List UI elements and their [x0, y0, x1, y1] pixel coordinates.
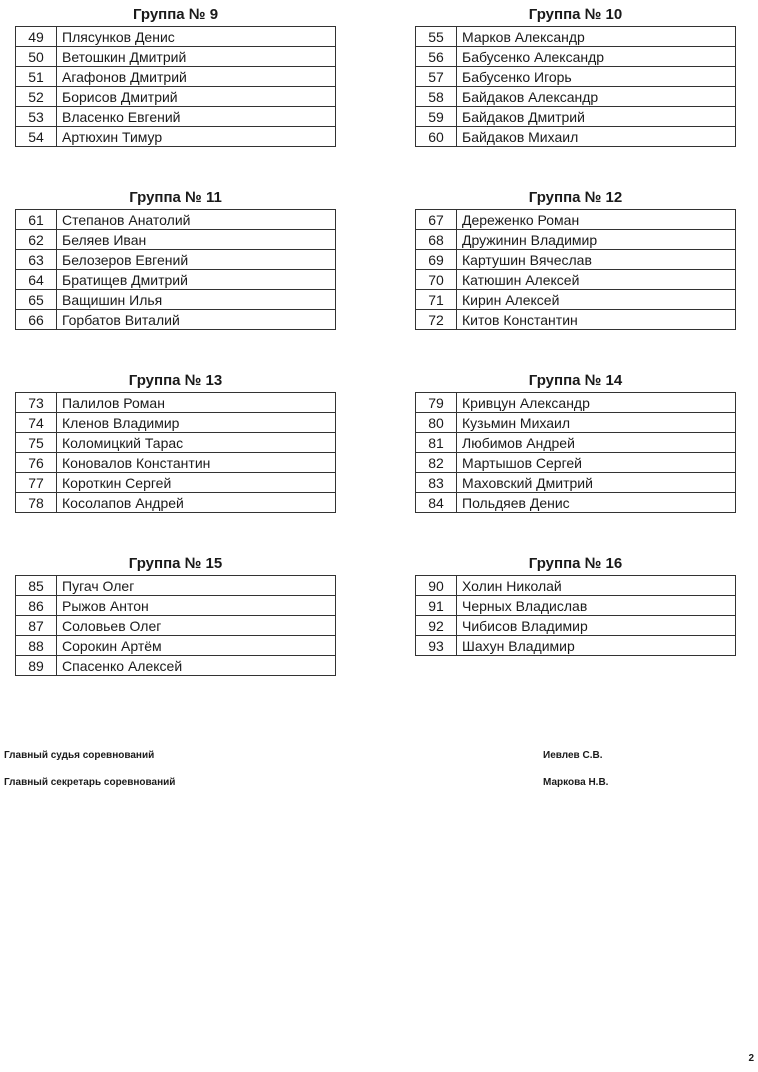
group-title: Группа № 14 [528, 372, 623, 389]
participant-name: Братищев Дмитрий [57, 270, 336, 290]
row-number: 54 [16, 127, 57, 147]
row-number: 69 [416, 250, 457, 270]
row-number: 58 [416, 87, 457, 107]
table-row [16, 87, 336, 107]
participant-name: Ващишин Илья [57, 290, 336, 310]
table-row [416, 27, 736, 47]
participant-name: Кузьмин Михаил [457, 413, 736, 433]
table-row [416, 230, 736, 250]
participant-name: Соловьев Олег [57, 616, 336, 636]
row-number: 61 [16, 210, 57, 230]
row-number: 59 [416, 107, 457, 127]
row-number: 57 [416, 67, 457, 87]
participant-name: Власенко Евгений [57, 107, 336, 127]
table-row [416, 636, 736, 656]
group-title: Группа № 11 [129, 189, 222, 206]
row-number: 55 [416, 27, 457, 47]
group-table [15, 26, 336, 147]
participant-name: Китов Константин [457, 310, 736, 330]
table-row [416, 127, 736, 147]
group-12 [415, 187, 736, 330]
table-row [416, 473, 736, 493]
participant-name: Пугач Олег [57, 576, 336, 596]
participant-name: Дружинин Владимир [457, 230, 736, 250]
table-row [16, 473, 336, 493]
secretary-name: Маркова Н.В. [543, 777, 609, 788]
table-row [16, 27, 336, 47]
group-table [415, 392, 736, 513]
row-number: 85 [16, 576, 57, 596]
group-title: Группа № 12 [528, 189, 623, 206]
participant-name: Любимов Андрей [457, 433, 736, 453]
group-table [15, 575, 336, 676]
participant-name: Чибисов Владимир [457, 616, 736, 636]
participant-name: Бабусенко Александр [457, 47, 736, 67]
row-number: 84 [416, 493, 457, 513]
row-number: 51 [16, 67, 57, 87]
table-row [16, 210, 336, 230]
table-row [16, 413, 336, 433]
participant-name: Байдаков Дмитрий [457, 107, 736, 127]
group-title: Группа № 16 [528, 555, 623, 572]
group-title: Группа № 10 [528, 6, 623, 23]
row-number: 93 [416, 636, 457, 656]
group-9 [15, 4, 336, 147]
row-number: 62 [16, 230, 57, 250]
group-title: Группа № 13 [128, 372, 223, 389]
table-row [16, 636, 336, 656]
table-row [416, 596, 736, 616]
group-table [415, 575, 736, 656]
row-number: 89 [16, 656, 57, 676]
table-row [16, 656, 336, 676]
table-row [16, 576, 336, 596]
group-table [15, 392, 336, 513]
participant-name: Степанов Анатолий [57, 210, 336, 230]
table-row [416, 250, 736, 270]
table-row [416, 210, 736, 230]
participant-name: Кленов Владимир [57, 413, 336, 433]
group-16 [415, 553, 736, 656]
table-row [416, 87, 736, 107]
row-number: 63 [16, 250, 57, 270]
secretary-label: Главный секретарь соревнований [4, 777, 176, 788]
participant-name: Рыжов Антон [57, 596, 336, 616]
participant-name: Польдяев Денис [457, 493, 736, 513]
group-title: Группа № 15 [128, 555, 223, 572]
table-row [16, 230, 336, 250]
participant-name: Бабусенко Игорь [457, 67, 736, 87]
row-number: 77 [16, 473, 57, 493]
judge-name: Иевлев С.В. [543, 750, 603, 761]
table-row [16, 393, 336, 413]
row-number: 88 [16, 636, 57, 656]
table-row [16, 127, 336, 147]
participant-name: Черных Владислав [457, 596, 736, 616]
participant-name: Плясунков Денис [57, 27, 336, 47]
participant-name: Ветошкин Дмитрий [57, 47, 336, 67]
participant-name: Спасенко Алексей [57, 656, 336, 676]
group-11 [15, 187, 336, 330]
table-row [16, 107, 336, 127]
table-row [416, 493, 736, 513]
group-title: Группа № 9 [132, 6, 219, 23]
row-number: 49 [16, 27, 57, 47]
row-number: 60 [416, 127, 457, 147]
table-row [416, 576, 736, 596]
table-row [416, 453, 736, 473]
participant-name: Белозеров Евгений [57, 250, 336, 270]
row-number: 81 [416, 433, 457, 453]
table-row [16, 433, 336, 453]
participant-name: Беляев Иван [57, 230, 336, 250]
row-number: 71 [416, 290, 457, 310]
group-15 [15, 553, 336, 676]
row-number: 76 [16, 453, 57, 473]
group-table [15, 209, 336, 330]
participant-name: Борисов Дмитрий [57, 87, 336, 107]
participant-name: Маховский Дмитрий [457, 473, 736, 493]
table-row [16, 250, 336, 270]
table-row [416, 67, 736, 87]
participant-name: Артюхин Тимур [57, 127, 336, 147]
row-number: 64 [16, 270, 57, 290]
table-row [16, 67, 336, 87]
participant-name: Дереженко Роман [457, 210, 736, 230]
row-number: 68 [416, 230, 457, 250]
row-number: 65 [16, 290, 57, 310]
group-13 [15, 370, 336, 513]
table-row [16, 493, 336, 513]
table-row [416, 107, 736, 127]
row-number: 72 [416, 310, 457, 330]
table-row [16, 310, 336, 330]
row-number: 50 [16, 47, 57, 67]
row-number: 53 [16, 107, 57, 127]
row-number: 67 [416, 210, 457, 230]
participant-name: Короткин Сергей [57, 473, 336, 493]
row-number: 73 [16, 393, 57, 413]
row-number: 91 [416, 596, 457, 616]
table-row [416, 616, 736, 636]
table-row [16, 290, 336, 310]
group-10 [415, 4, 736, 147]
group-table [415, 26, 736, 147]
table-row [416, 433, 736, 453]
row-number: 92 [416, 616, 457, 636]
row-number: 75 [16, 433, 57, 453]
row-number: 52 [16, 87, 57, 107]
participant-name: Горбатов Виталий [57, 310, 336, 330]
participant-name: Катюшин Алексей [457, 270, 736, 290]
group-14 [415, 370, 736, 513]
table-row [416, 270, 736, 290]
row-number: 80 [416, 413, 457, 433]
group-table [415, 209, 736, 330]
participant-name: Коновалов Константин [57, 453, 336, 473]
participant-name: Кирин Алексей [457, 290, 736, 310]
row-number: 78 [16, 493, 57, 513]
page-number: 2 [748, 1053, 754, 1064]
participant-name: Байдаков Михаил [457, 127, 736, 147]
participant-name: Мартышов Сергей [457, 453, 736, 473]
row-number: 87 [16, 616, 57, 636]
table-row [416, 47, 736, 67]
table-row [16, 596, 336, 616]
row-number: 74 [16, 413, 57, 433]
participant-name: Марков Александр [457, 27, 736, 47]
row-number: 90 [416, 576, 457, 596]
table-row [416, 393, 736, 413]
row-number: 66 [16, 310, 57, 330]
participant-name: Палилов Роман [57, 393, 336, 413]
row-number: 86 [16, 596, 57, 616]
participant-name: Картушин Вячеслав [457, 250, 736, 270]
participant-name: Холин Николай [457, 576, 736, 596]
participant-name: Коломицкий Тарас [57, 433, 336, 453]
participant-name: Сорокин Артём [57, 636, 336, 656]
row-number: 82 [416, 453, 457, 473]
participant-name: Агафонов Дмитрий [57, 67, 336, 87]
table-row [16, 270, 336, 290]
table-row [416, 413, 736, 433]
participant-name: Шахун Владимир [457, 636, 736, 656]
judge-label: Главный судья соревнований [4, 750, 155, 761]
table-row [16, 47, 336, 67]
participant-name: Кривцун Александр [457, 393, 736, 413]
participant-name: Косолапов Андрей [57, 493, 336, 513]
row-number: 83 [416, 473, 457, 493]
row-number: 70 [416, 270, 457, 290]
row-number: 56 [416, 47, 457, 67]
table-row [416, 290, 736, 310]
table-row [16, 453, 336, 473]
row-number: 79 [416, 393, 457, 413]
participant-name: Байдаков Александр [457, 87, 736, 107]
table-row [416, 310, 736, 330]
table-row [16, 616, 336, 636]
